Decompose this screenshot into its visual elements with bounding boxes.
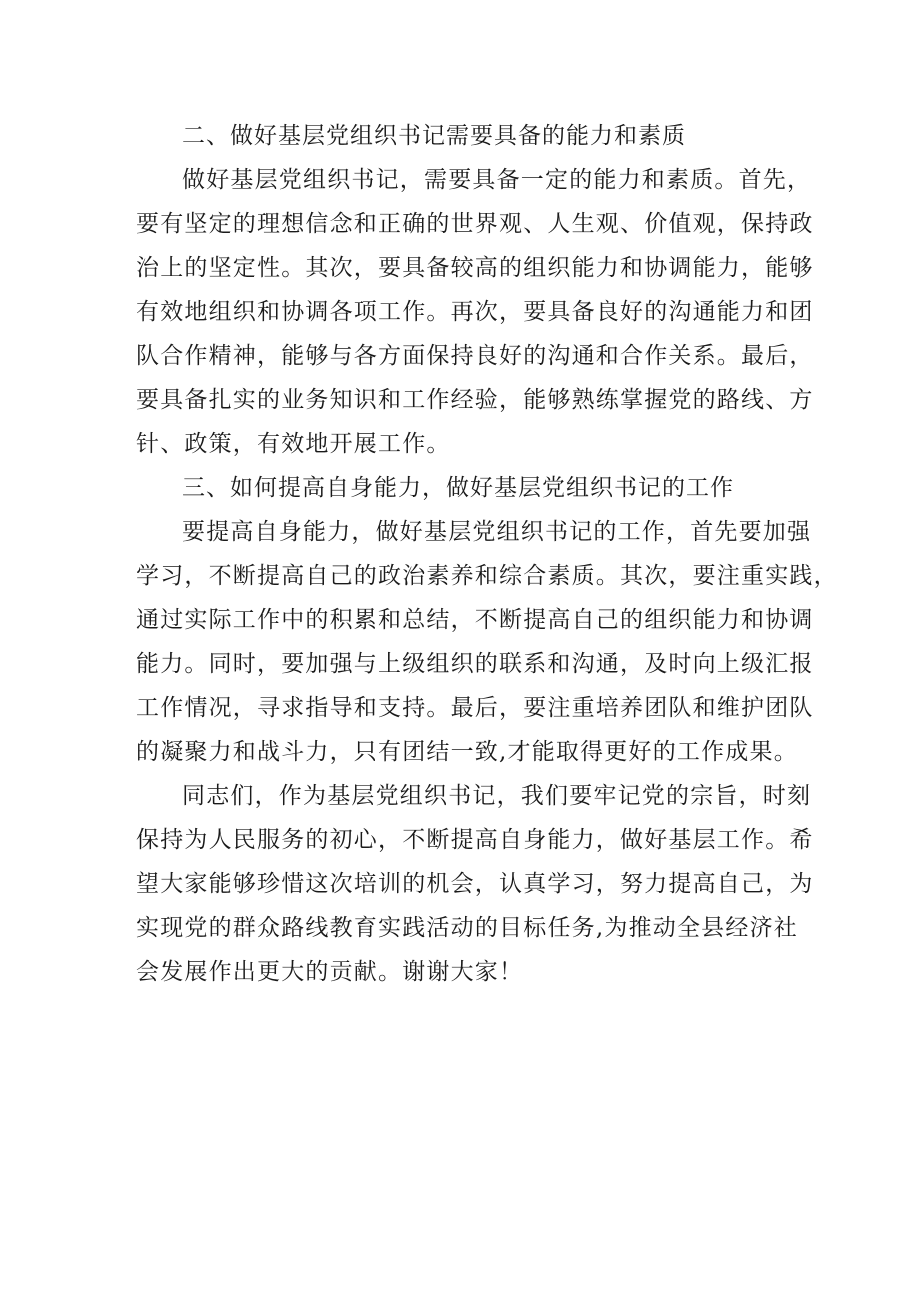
paragraph-line: 要具备扎实的业务知识和工作经验，能够熟练掌握党的路线、方 — [136, 387, 814, 413]
section-2-heading: 二、做好基层党组织书记需要具备的能力和素质 — [182, 123, 686, 149]
closing-paragraph — [136, 774, 814, 994]
paragraph-line: 队合作精神，能够与各方面保持良好的沟通和合作关系。最后， — [136, 343, 814, 369]
paragraph-line: 有效地组织和协调各项工作。再次，要具备良好的沟通能力和团 — [136, 299, 814, 325]
paragraph-line: 实现党的群众路线教育实践活动的目标任务,为推动全县经济社 — [136, 915, 798, 941]
document-body — [136, 114, 838, 994]
section-3-paragraph — [136, 510, 838, 774]
paragraph-line: 保持为人民服务的初心，不断提高自身能力，做好基层工作。希 — [136, 827, 814, 853]
paragraph-line: 要有坚定的理想信念和正确的世界观、人生观、价值观，保持政 — [136, 211, 814, 237]
paragraph-line: 通过实际工作中的积累和总结，不断提高自己的组织能力和协调 — [136, 607, 814, 633]
paragraph-line: 望大家能够珍惜这次培训的机会，认真学习，努力提高自己，为 — [136, 871, 814, 897]
paragraph-line: 同志们，作为基层党组织书记，我们要牢记党的宗旨，时刻 — [182, 783, 812, 809]
paragraph-line: 治上的坚定性。其次，要具备较高的组织能力和协调能力，能够 — [136, 255, 814, 281]
paragraph-line: 做好基层党组织书记，需要具备一定的能力和素质。首先， — [182, 167, 812, 193]
paragraph-line: 要提高自身能力，做好基层党组织书记的工作，首先要加强 — [182, 519, 812, 545]
paragraph-line: 学习，不断提高自己的政治素养和综合素质。其次，要注重实践， — [136, 563, 838, 589]
paragraph-line: 针、政策，有效地开展工作。 — [136, 431, 451, 457]
paragraph-line: 能力。同时，要加强与上级组织的联系和沟通，及时向上级汇报 — [136, 651, 814, 677]
section-3-heading: 三、如何提高自身能力，做好基层党组织书记的工作 — [182, 475, 734, 501]
paragraph-line: 会发展作出更大的贡献。谢谢大家！ — [136, 959, 524, 985]
paragraph-line: 工作情况，寻求指导和支持。最后，要注重培养团队和维护团队 — [136, 695, 814, 721]
paragraph-line: 的凝聚力和战斗力，只有团结一致,才能取得更好的工作成果。 — [136, 739, 798, 765]
section-2-paragraph — [136, 158, 814, 466]
